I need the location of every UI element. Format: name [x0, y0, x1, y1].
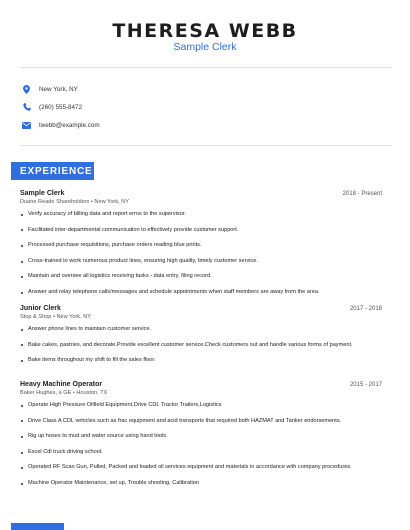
next-section-heading-bar: [11, 523, 64, 530]
job-dates: 2015 - 2017: [349, 382, 382, 388]
job-company: Duane Reade Shareholders • New York, NY: [20, 199, 129, 205]
job-bullet: Machine Operator Maintenance, set up, Trouble shooting, Calibration: [20, 480, 382, 488]
job-entry: [20, 305, 382, 365]
job-dates: 2018 - Present: [342, 191, 382, 197]
job-title: Sample Clerk: [20, 190, 65, 197]
job-company: Stop & Shop • New York, NY: [20, 314, 91, 320]
job-bullet: Bake cakes, pastries, and decorate.Provide excellent customer service.Check customers out and handle various forms of payment.: [20, 342, 382, 350]
job-bullet: Cross-trained to work numerous product lines, ensuring high quality, timely customer service.: [20, 258, 382, 266]
contact-location-text: New York, NY: [39, 85, 78, 93]
phone-icon: [22, 103, 31, 112]
job-bullet: Rig up hoses to mud and water source using hand tools.: [20, 433, 382, 441]
job-bullet: Answer and relay telephone calls/messages and schedule appointments when staff members are away from the area.: [20, 289, 382, 297]
job-title: Junior Clerk: [20, 305, 61, 312]
job-bullet: Maintain and oversee all logistics receiving tasks - data entry, filing record.: [20, 273, 382, 281]
job-bullet: Excel Cdl truck driving school.: [20, 449, 382, 457]
contact-email-text: twebb@example.com: [39, 121, 100, 129]
header-divider: [20, 67, 392, 68]
contact-phone-text: (260) 555-8472: [39, 103, 83, 111]
contact-divider: [20, 145, 392, 146]
candidate-name: THERESA WEBB: [112, 20, 298, 42]
job-bullet: Operate High Pressure Oilfield Equipment,Drive CDL Tractor Trailers,Logistics: [20, 402, 382, 410]
job-company: Baker Hughes, a GE • Houston, TX: [20, 390, 108, 396]
contact-email: [22, 118, 100, 132]
job-bullet: Verify accuracy of billing data and report erros to the supervisor.: [20, 211, 382, 219]
job-dates: 2017 - 2018: [349, 306, 382, 312]
job-title: Heavy Machine Operator: [20, 381, 103, 388]
job-bullet: Drive Class A CDL vehicles such as frac equipment and acid transports that required both HAZMAT and Tanker endorsements.: [20, 418, 382, 426]
job-bullet: Operated RF Scan Gun, Pulled, Packed and loaded oil services equipment and materials in accordance with company procedures.: [20, 464, 382, 472]
job-entry: [20, 381, 382, 488]
job-entry: [20, 190, 382, 297]
contact-location: [22, 82, 78, 96]
experience-heading: EXPERIENCE: [11, 162, 94, 180]
job-bullet: Answer phone lines to maintain customer service.: [20, 326, 382, 334]
job-bullet: Facilitated inter-departmental communication to effectively provide customer support.: [20, 227, 382, 235]
location-pin-icon: [22, 85, 31, 94]
job-bullet: Processed purchase requisitions, purchase orders reading blue prints.: [20, 242, 382, 250]
email-icon: [22, 121, 31, 130]
candidate-role: Sample Clerk: [173, 41, 237, 53]
contact-phone: [22, 100, 82, 114]
job-bullet: Bake items throughout my shift to fill the sales floor.: [20, 357, 382, 365]
